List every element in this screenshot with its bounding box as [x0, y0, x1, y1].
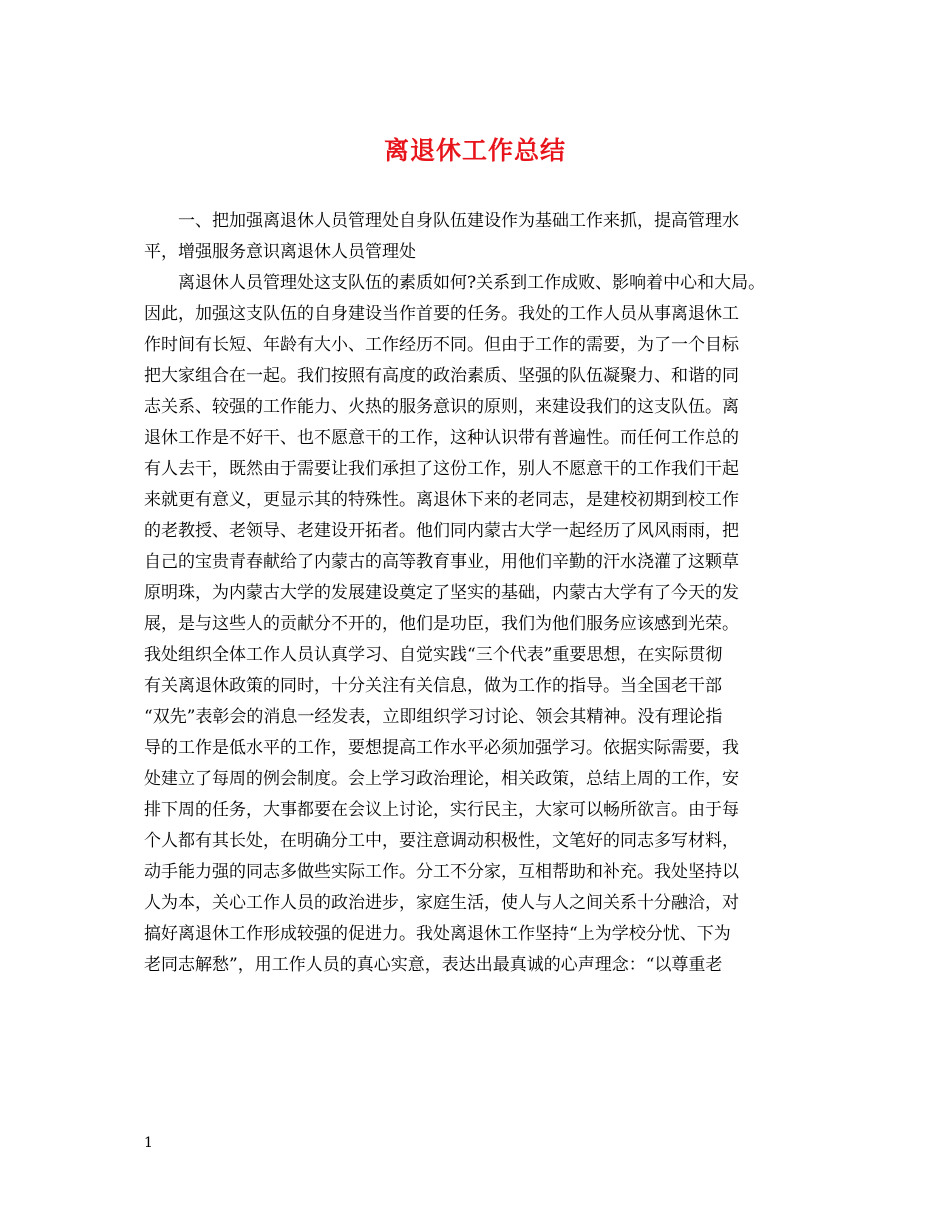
text-line: 个人都有其长处，在明确分工中，要注意调动积极性，文笔好的同志多写材料，: [144, 831, 739, 851]
text-line: 老同志解愁”，用工作人员的真心实意，表达出最真诚的心声理念：“以尊重老: [144, 955, 723, 975]
text-line: 动手能力强的同志多做些实际工作。分工不分家，互相帮助和补充。我处坚持以: [144, 862, 739, 882]
document-body: [144, 206, 824, 981]
text-line: 一、把加强离退休人员管理处自身队伍建设作为基础工作来抓，提高管理水: [178, 211, 739, 231]
text-line: 展，是与这些人的贡献分不开的，他们是功臣，我们为他们服务应该感到光荣。: [144, 614, 739, 634]
text-line: 退休工作是不好干、也不愿意干的工作，这种认识带有普遍性。而任何工作总的: [144, 428, 739, 448]
text-line: 的老教授、老领导、老建设开拓者。他们同内蒙古大学一起经历了风风雨雨，把: [144, 521, 739, 541]
text-line: 人为本，关心工作人员的政治进步，家庭生活，使人与人之间关系十分融洽，对: [144, 893, 739, 913]
text-line: 导的工作是低水平的工作，要想提高工作水平必须加强学习。依据实际需要，我: [144, 738, 739, 758]
text-line: 排下周的任务，大事都要在会议上讨论，实行民主，大家可以畅所欲言。由于每: [144, 800, 739, 820]
text-line: 志关系、较强的工作能力、火热的服务意识的原则，来建设我们的这支队伍。离: [144, 397, 739, 417]
text-line: 有关离退休政策的同时，十分关注有关信息，做为工作的指导。当全国老干部: [144, 676, 722, 696]
text-line: 搞好离退休工作形成较强的促进力。我处离退休工作坚持“上为学校分忧、下为: [144, 924, 731, 944]
document-title: 离退休工作总结: [383, 136, 566, 165]
text-line: 处建立了每周的例会制度。会上学习政治理论，相关政策，总结上周的工作，安: [144, 769, 739, 789]
text-line: 因此，加强这支队伍的自身建设当作首要的任务。我处的工作人员从事离退休工: [144, 304, 739, 324]
text-line: “双先”表彰会的消息一经发表，立即组织学习讨论、领会其精神。没有理论指: [144, 707, 723, 727]
text-line: 有人去干，既然由于需要让我们承担了这份工作，别人不愿意干的工作我们干起: [144, 459, 739, 479]
text-line: 离退休人员管理处这支队伍的素质如何?关系到工作成败、影响着中心和大局。: [178, 273, 766, 293]
text-line: 来就更有意义，更显示其的特殊性。离退休下来的老同志，是建校初期到校工作: [144, 490, 739, 510]
text-line: 自己的宝贵青春献给了内蒙古的高等教育事业，用他们辛勤的汗水浇灌了这颗草: [144, 552, 739, 572]
page-number: 1: [144, 1135, 153, 1151]
text-line: 作时间有长短、年龄有大小、工作经历不同。但由于工作的需要，为了一个目标: [144, 335, 739, 355]
text-line: 把大家组合在一起。我们按照有高度的政治素质、坚强的队伍凝聚力、和谐的同: [144, 366, 739, 386]
text-line: 平，增强服务意识离退休人员管理处: [144, 242, 416, 262]
text-line: 原明珠，为内蒙古大学的发展建设奠定了坚实的基础，内蒙古大学有了今天的发: [144, 583, 739, 603]
text-line: 我处组织全体工作人员认真学习、自觉实践“三个代表”重要思想，在实际贯彻: [144, 645, 723, 665]
